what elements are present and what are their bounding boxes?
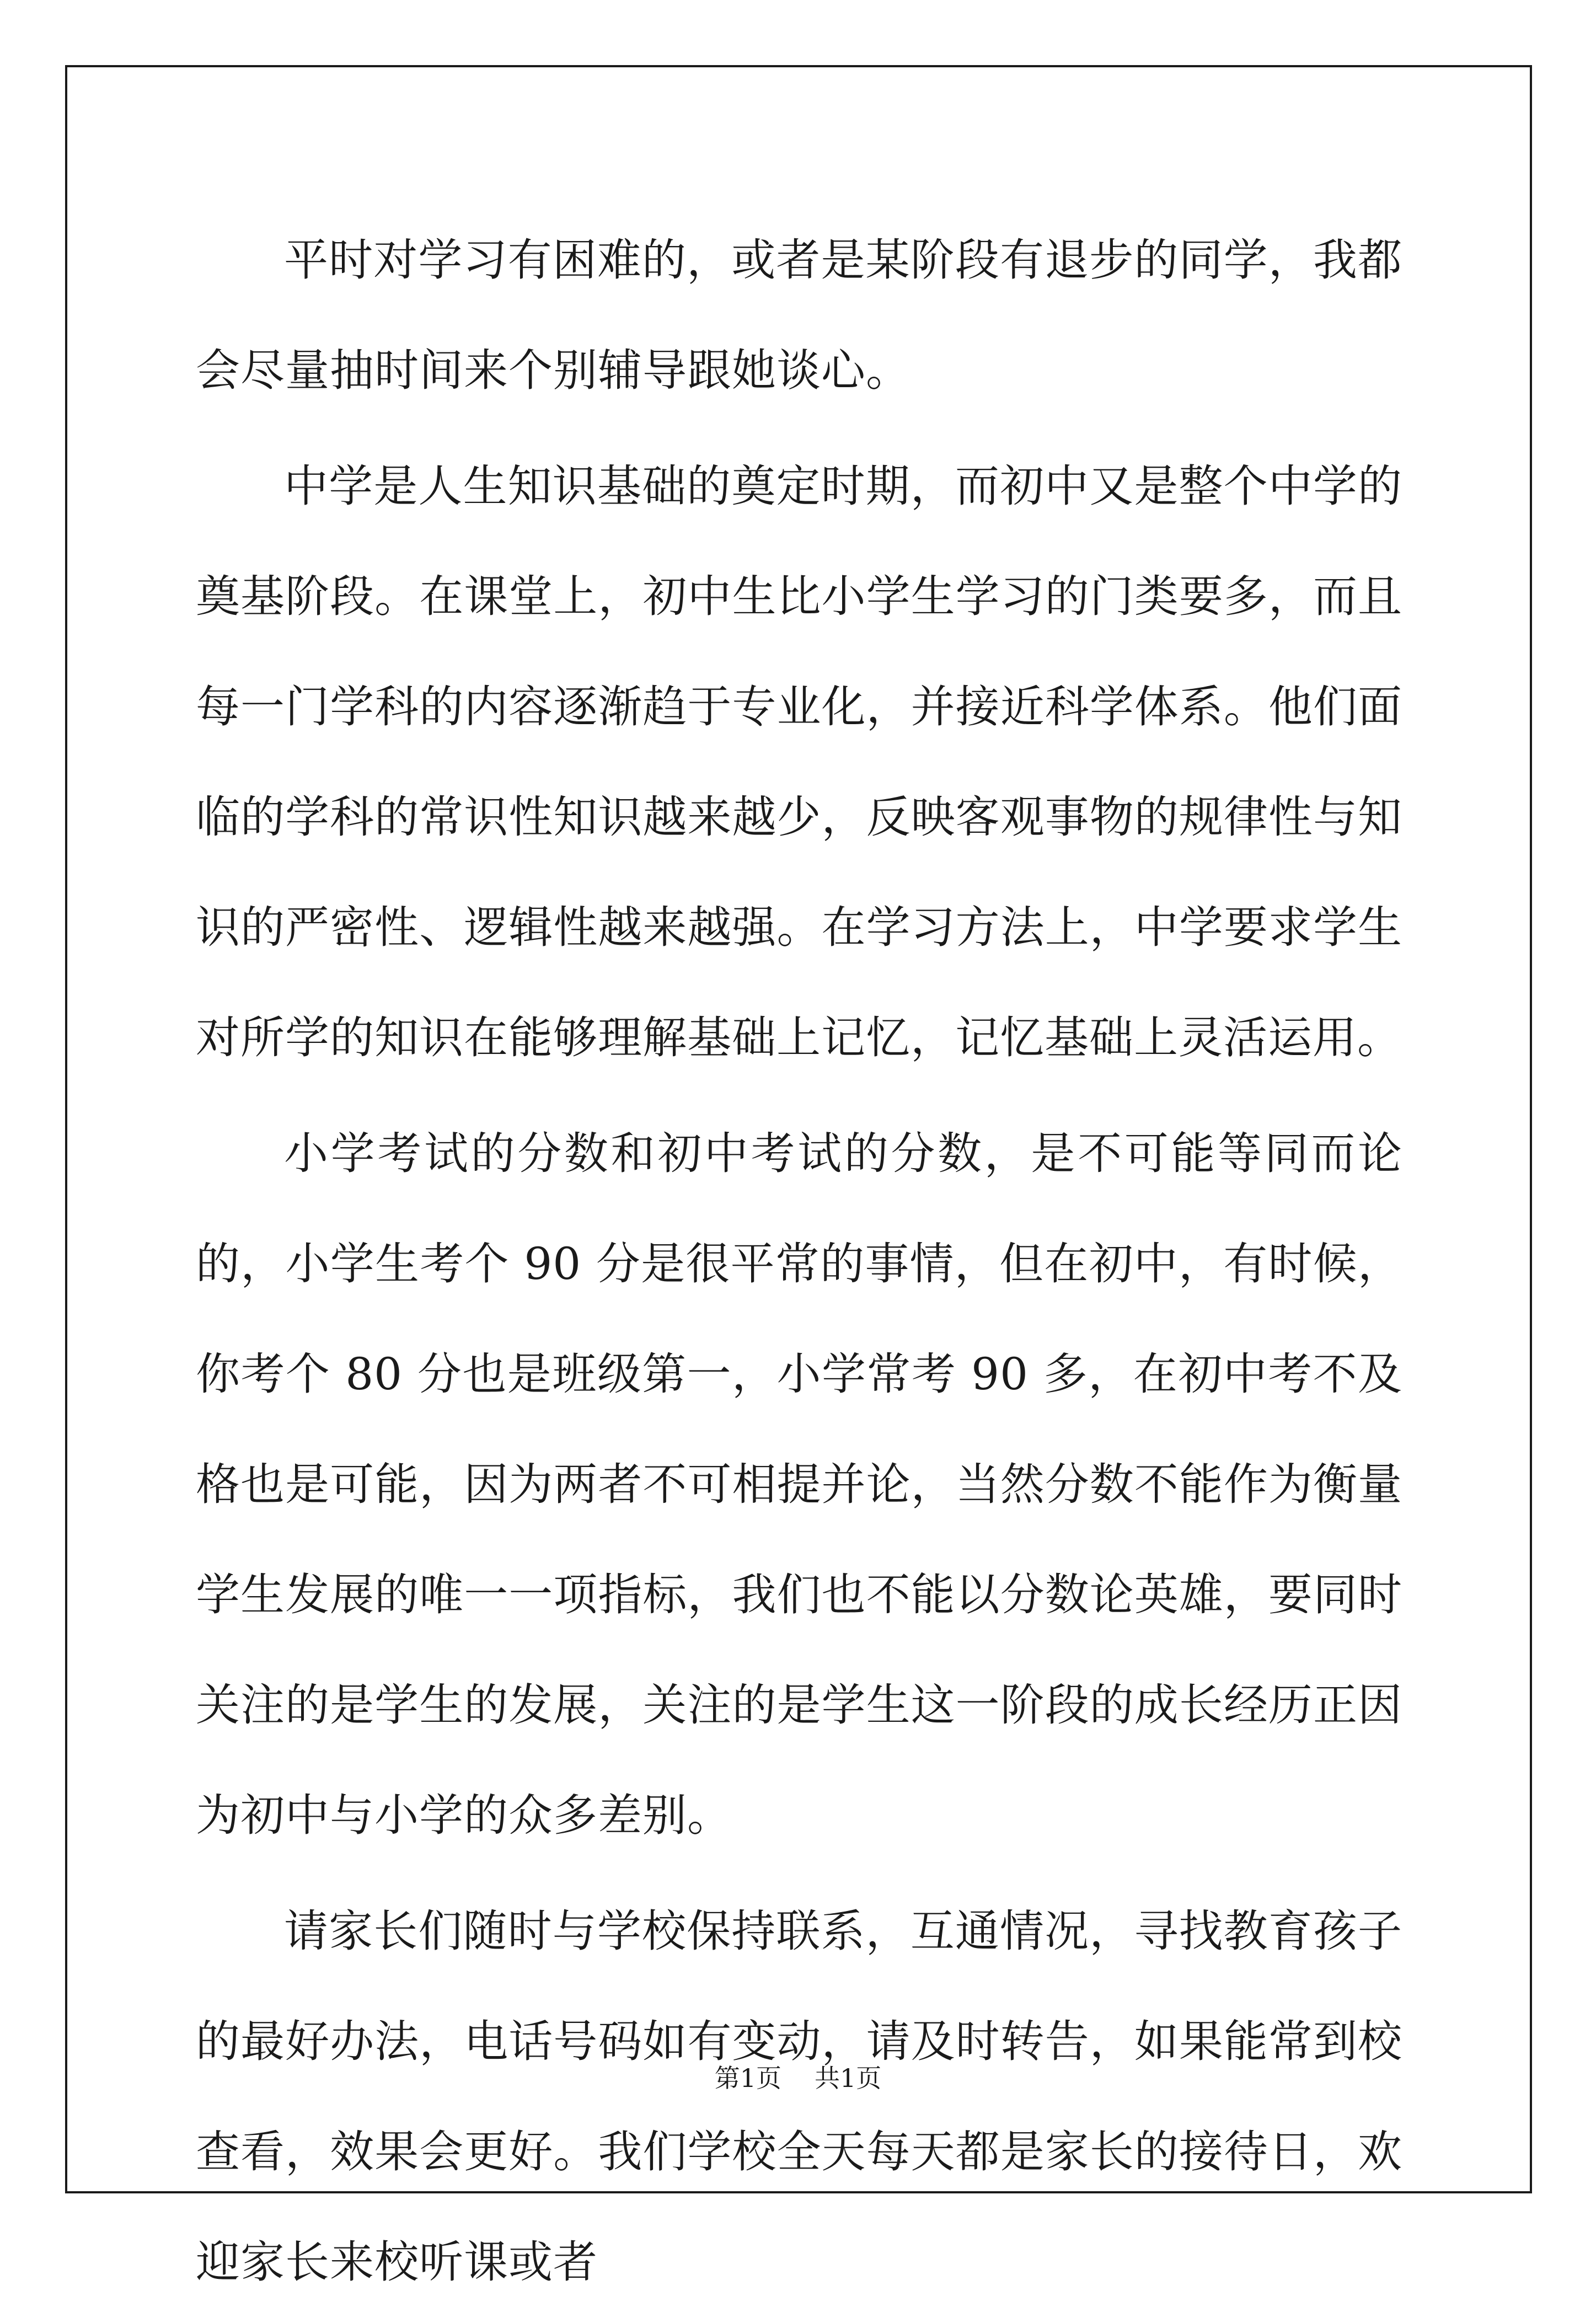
- document-body: [196, 205, 1402, 2323]
- page-footer: [0, 2062, 1596, 2095]
- total-pages-label: 共1页: [815, 2063, 882, 2093]
- current-page-label: 第1页: [714, 2063, 781, 2093]
- paragraph-1: 平时对学习有困难的，或者是某阶段有退步的同学，我都会尽量抽时间来个别辅导跟她谈心。: [196, 234, 1402, 396]
- paragraph-2: 中学是人生知识基础的奠定时期，而初中又是整个中学的奠基阶段。在课堂上，初中生比小学生学习的门类要多，而且每一门学科的内容逐渐趋于专业化，并接近科学体系。他们面临的学科的常识性知识越来越少，反映客观事物的规律性与知识的严密性、逻辑性越来越强。在学习方法上，中学要求学生对所学的知识在能够理解基础上记忆，记忆基础上灵活运用。: [196, 461, 1402, 1063]
- paragraph-3: 小学考试的分数和初中考试的分数，是不可能等同而论的，小学生考个 90 分是很平常的事情，但在初中，有时候，你考个 80 分也是班级第一，小学常考 90 多，在初中考不及格也是可能，因为两者不可相提并论，当然分数不能作为衡量学生发展的唯一一项指标，我们也不能以分数论英雄，要同时关注的是学生的发展，关注的是学生这一阶段的成长经历正因为初中与小学的众多差别。: [196, 1128, 1402, 1841]
- paragraph-4: 请家长们随时与学校保持联系，互通情况，寻找教育孩子的最好办法，电话号码如有变动，请及时转告，如果能常到校查看，效果会更好。我们学校全天每天都是家长的接待日，欢迎家长来校听课或者: [196, 1905, 1402, 2288]
